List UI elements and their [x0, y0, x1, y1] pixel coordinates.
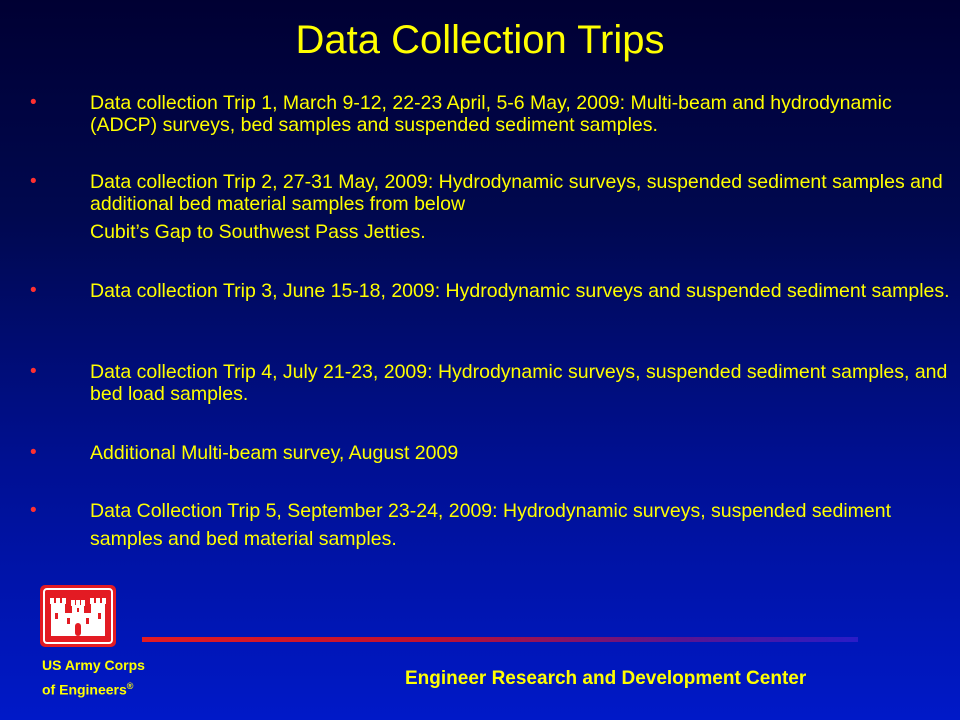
- bullet-text-2-continuation: Cubit’s Gap to Southwest Pass Jetties.: [90, 221, 426, 243]
- bullet-text-2-block: [90, 171, 950, 243]
- bullet-text-1: Data collection Trip 1, March 9-12, 22-23 April, 5-6 May, 2009: Multi-beam and hydrodynamic (ADCP) surveys, bed samples and suspended sediment samples.: [90, 92, 892, 136]
- org-name-line2: of Engineers: [42, 681, 127, 698]
- castle-icon: [40, 585, 116, 647]
- bullet-text-2: Data collection Trip 2, 27-31 May, 2009: Hydrodynamic surveys, suspended sediment samples and additional bed material samples from below: [90, 171, 943, 215]
- bullet-marker: •: [30, 500, 37, 521]
- bullet-marker: •: [30, 361, 37, 382]
- org-name-line1: US Army Corps: [42, 657, 145, 673]
- center-name: Engineer Research and Development Center: [405, 668, 807, 689]
- bullet-text-5: Additional Multi-beam survey, August 2009: [90, 442, 459, 464]
- bullet-text-4: Data collection Trip 4, July 21-23, 2009: Hydrodynamic surveys, suspended sediment samples, and bed load samples.: [90, 361, 948, 405]
- bullet-text-6: Data Collection Trip 5, September 23-24, 2009: Hydrodynamic surveys, suspended sediment samples and bed material samples.: [90, 500, 892, 550]
- bullet-marker: •: [30, 280, 37, 301]
- footer-divider: [142, 637, 858, 642]
- registered-mark: ®: [126, 681, 134, 691]
- org-name-line2-block: [42, 676, 145, 701]
- bullet-marker: •: [30, 92, 37, 113]
- bullet-marker: •: [30, 442, 37, 463]
- bullet-text-3: Data collection Trip 3, June 15-18, 2009: Hydrodynamic surveys and suspended sediment samples.: [90, 280, 950, 302]
- slide-title: Data Collection Trips: [295, 18, 665, 62]
- org-name: [42, 655, 145, 701]
- bullet-marker: •: [30, 171, 37, 192]
